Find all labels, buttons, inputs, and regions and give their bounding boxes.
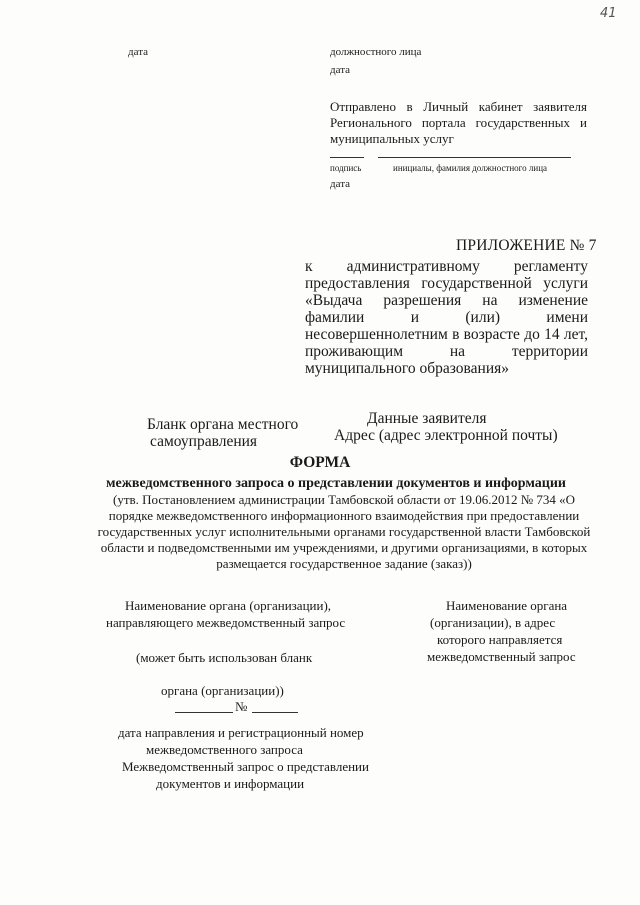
appendix-line: к административному регламенту bbox=[305, 258, 588, 275]
initials-line bbox=[378, 157, 571, 158]
footer-line4: документов и информации bbox=[156, 776, 305, 791]
sent-line-1: Отправлено в Личный кабинет заявителя bbox=[330, 99, 587, 114]
date-label-right: дата bbox=[330, 64, 351, 76]
appendix-line: предоставления государственной услуги bbox=[305, 275, 588, 292]
recipient-line1: Наименование органа bbox=[446, 598, 568, 613]
appendix-line: «Выдача разрешения на изменение bbox=[305, 292, 588, 309]
number-sign: № bbox=[235, 699, 248, 714]
form-heading: ФОРМА bbox=[289, 454, 351, 471]
approval-text bbox=[80, 492, 608, 572]
footer-line3: Межведомственный запрос о представлении bbox=[122, 759, 369, 774]
sent-line-3: муниципальных услуг bbox=[330, 131, 454, 146]
form-subheading: межведомственного запроса о представлении документов и информации bbox=[106, 476, 566, 491]
recipient-line3: которого направляется bbox=[437, 632, 563, 647]
sent-line-2: Регионального портала государственных и bbox=[330, 115, 587, 130]
applicant-address-label: Адрес (адрес электронной почты) bbox=[334, 427, 558, 444]
sender-line3: (может быть использован бланк bbox=[136, 650, 313, 665]
sent-block bbox=[330, 99, 587, 147]
initials-label: инициалы, фамилия должностного лица bbox=[393, 163, 548, 173]
approval-line: размещается государственное задание (заказ)) bbox=[216, 556, 472, 571]
blank-label-line1: Бланк органа местного bbox=[147, 416, 299, 433]
approval-line: порядке межведомственного информационного взаимодействия при предоставлении bbox=[108, 508, 580, 523]
reg-number-line bbox=[252, 712, 298, 713]
approval-line: области и подведомственными им учреждениями, и другими организациями, в которых bbox=[100, 540, 588, 555]
reg-date-line bbox=[175, 712, 233, 713]
footer-line2: межведомственного запроса bbox=[146, 742, 303, 757]
appendix-line: фамилии и (или) имени bbox=[305, 309, 588, 326]
recipient-line4: межведомственный запрос bbox=[427, 649, 576, 664]
signature-line bbox=[330, 157, 364, 158]
appendix-line: муниципального образования» bbox=[305, 360, 510, 377]
sender-line2: направляющего межведомственный запрос bbox=[106, 615, 346, 630]
appendix-title: ПРИЛОЖЕНИЕ № 7 bbox=[456, 237, 597, 254]
sender-line4: органа (организации)) bbox=[161, 683, 284, 698]
footer-line1: дата направления и регистрационный номер bbox=[118, 725, 364, 740]
blank-label-line2: самоуправления bbox=[150, 433, 258, 450]
sent-date-label: дата bbox=[330, 178, 351, 190]
official-label: должностного лица bbox=[330, 46, 422, 58]
appendix-line: проживающим на территории bbox=[305, 343, 588, 360]
page-number: 41 bbox=[600, 6, 617, 21]
sender-line1: Наименование органа (организации), bbox=[125, 598, 332, 613]
applicant-data-label: Данные заявителя bbox=[367, 410, 487, 427]
recipient-line2: (организации), в адрес bbox=[430, 615, 556, 630]
appendix-line: несовершеннолетним в возрасте до 14 лет, bbox=[305, 326, 588, 343]
approval-line: государственных услуг исполнительными органами государственной власти Тамбовской bbox=[97, 524, 591, 539]
signature-label: подпись bbox=[330, 163, 362, 173]
appendix-text bbox=[305, 258, 588, 377]
date-label-left: дата bbox=[128, 46, 149, 58]
approval-line: (утв. Постановлением администрации Тамбовской области от 19.06.2012 № 734 «О bbox=[113, 492, 575, 507]
